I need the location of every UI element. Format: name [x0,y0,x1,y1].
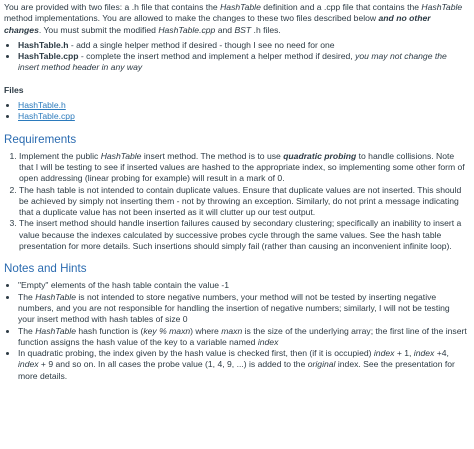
intro-text: .h files. [251,24,281,35]
requirements-heading: Requirements [4,132,77,146]
list-item [18,292,468,326]
list-item [18,326,468,349]
files-list [4,100,468,123]
requirements-list [4,151,468,253]
notes-list [4,280,468,382]
note-text: hash function is ( [75,325,144,336]
list-item [18,348,468,382]
note-text: HashTable [35,325,76,336]
intro-text: method implementations. You are allowed to make the changes to these two files described below [4,13,379,24]
requirement-text: Implement the public [19,150,101,161]
file-name: HashTable.h [18,39,69,50]
note-text: index [413,348,435,359]
note-text: is the size of the underlying array; the first line of the insert function assigns the hash value of the key to a variable named [18,325,467,347]
files-heading: Files [4,84,24,95]
requirement-emphasis: quadratic probing [283,150,357,161]
requirement-text: HashTable [100,150,142,161]
note-text: maxn [221,325,243,336]
intro-text: HashTable [421,2,463,12]
intro-text: You are provided with two files: a .h file that contains the [4,2,221,12]
file-note: you may not change the insert method header in any way [18,51,447,73]
note-text: index. See the presentation for more details. [18,359,455,381]
note-text: key % maxn [143,325,191,336]
requirement-text: insert method. The method is to use [141,150,284,161]
intro-text: HashTable.cpp [158,24,216,35]
file-link-hashtable-h[interactable]: HashTable.h [18,100,66,111]
list-item: • "Empty" elements of the hash table contain the value -1 [18,280,468,291]
list-item [19,151,468,185]
list-item [18,100,468,111]
intro-text: . You must submit the modified [38,24,159,35]
intro-text: definition and a .cpp file that contains the [260,2,422,12]
note-text: The [18,291,36,302]
note-text: index [257,336,279,347]
note-text: +4, [434,348,449,359]
note-text: index [373,348,395,359]
note-text: original [307,359,336,370]
list-item: 3. The insert method should handle insertion failures caused by secondary clustering; specifically an inability to insert a value because the indexes calculated by successive probes cycle through the same values. See the hash table presentation for more details. Such insertions should simply fail (rather than causing an inconvenient infinite loop). [19,218,468,252]
note-text: + 9 and so on. In all cases the probe value (1, 4, 9, ...) is added to the [38,359,308,370]
file-change-list [4,40,468,74]
list-item [18,40,468,51]
file-name: HashTable.cpp [18,51,79,62]
intro-emphasis: and no other changes [4,13,431,35]
intro-text: HashTable [220,2,261,12]
note-text: + 1, [394,348,414,359]
file-description: - complete the insert method and implement a helper method if desired, [78,51,356,62]
list-item [18,111,468,122]
note-text: is not intended to store negative numbers, your method will not be tested by inserting negative numbers, and you are not responsible for handling the insertion of negative numbers; similarly, I will not be testing your insert method with hash tables of size 0 [18,291,450,325]
list-item: 2. The hash table is not intended to contain duplicate values. Ensure that duplicate values are not inserted. This should be achieved by simply not inserting them - not by throwing an exception. Similarly, do not print a message indicating that a duplicate value has not been inserted as it will clutter up our test output. [19,185,468,219]
note-text: In quadratic probing, the index given by the hash value is checked first, then (if it is occupied) [18,348,374,359]
file-description: - add a single helper method if desired - though I see no need for one [68,39,335,50]
intro-paragraph [4,2,468,36]
note-text: ) where [190,325,222,336]
note-text: index [18,359,39,370]
note-text: The [18,325,36,336]
file-link-hashtable-cpp[interactable]: HashTable.cpp [18,111,75,122]
requirement-text: to handle collisions. Note that I will be testing to see if inserted values are hashed to the appropriate index, so implementing some other form of open addressing (linear probing for example) will result in a mark of 0. [19,150,465,184]
intro-text: BST [234,24,252,35]
note-text: HashTable [35,291,76,302]
list-item [18,51,468,74]
notes-heading: Notes and Hints [4,262,87,276]
intro-text: and [215,24,235,35]
